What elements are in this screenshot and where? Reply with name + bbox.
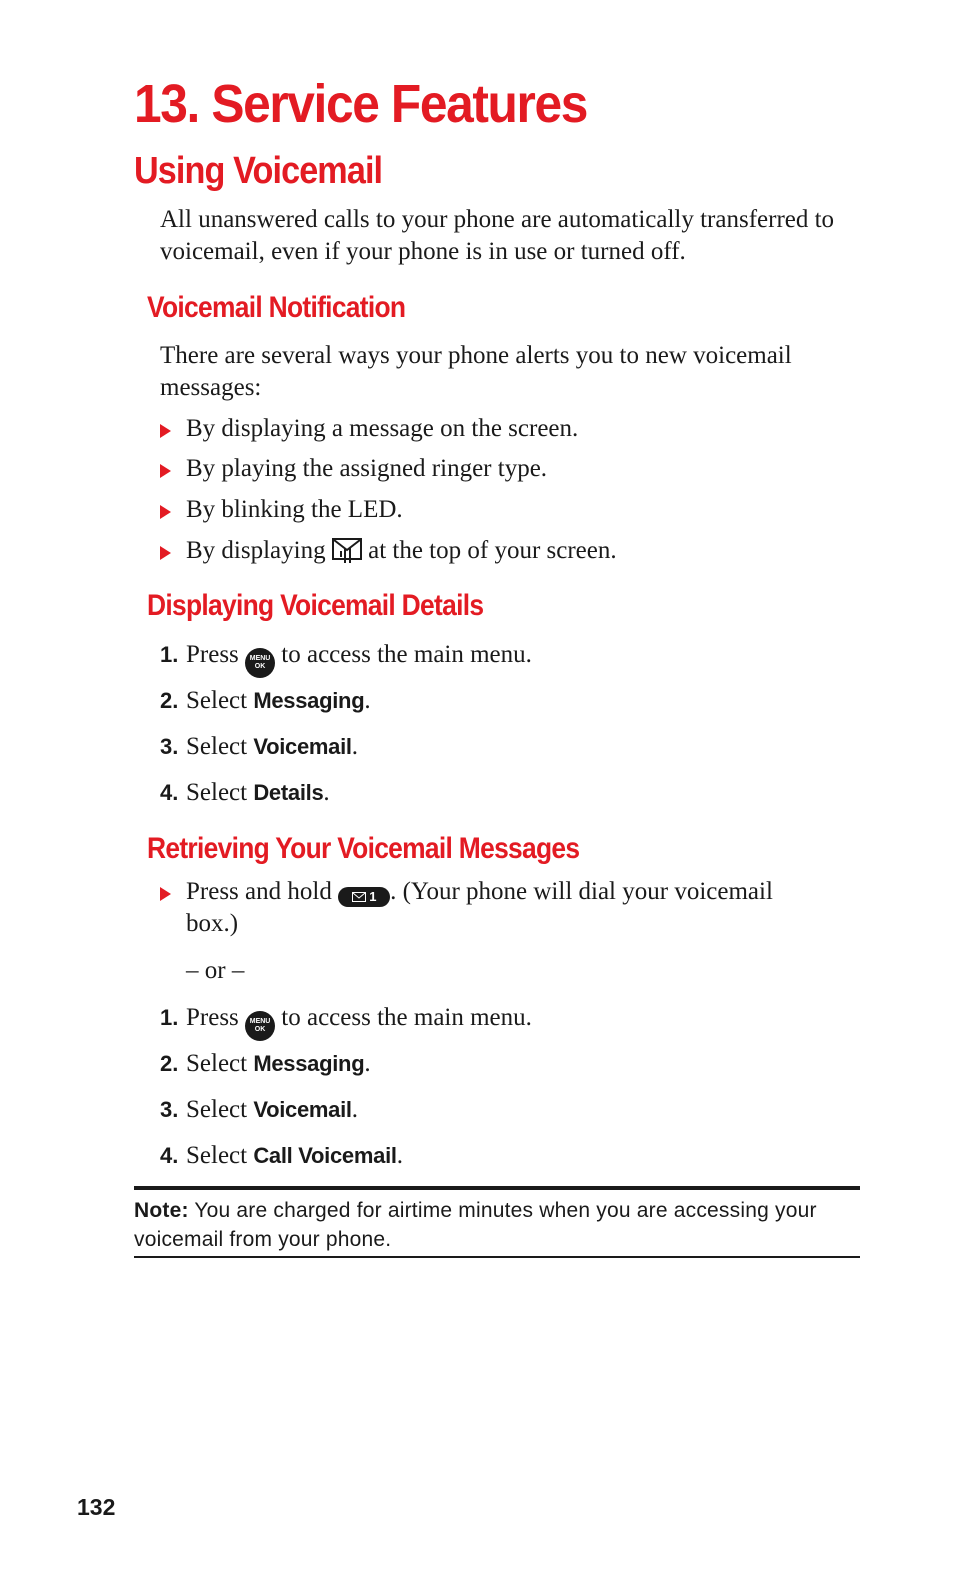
details-heading: Displaying Voicemail Details bbox=[147, 589, 484, 622]
bullet-arrow-icon bbox=[160, 424, 171, 438]
notification-heading: Voicemail Notification bbox=[147, 291, 406, 324]
step-text: Select Messaging. bbox=[186, 1050, 371, 1077]
bullet-arrow-icon bbox=[160, 546, 171, 560]
note-text bbox=[134, 1196, 860, 1254]
bullet-text: By blinking the LED. bbox=[186, 496, 403, 523]
voicemail-icon bbox=[332, 537, 362, 574]
bullet-text: By displaying a message on the screen. bbox=[186, 415, 579, 442]
step-number: 3. bbox=[160, 1097, 179, 1122]
step-text: Select Call Voicemail. bbox=[186, 1142, 403, 1169]
step-number: 3. bbox=[160, 734, 179, 759]
step-text: Select Messaging. bbox=[186, 687, 371, 714]
bullet-arrow-icon bbox=[160, 505, 171, 519]
step-text: Select Voicemail. bbox=[186, 1096, 358, 1123]
step-number: 1. bbox=[160, 1005, 179, 1030]
note-body: You are charged for airtime minutes when you are accessing your voicemail from your phone. bbox=[134, 1199, 817, 1251]
notification-intro: There are several ways your phone alerts you to new voicemail messages: bbox=[160, 342, 792, 401]
voicemail-key-icon: 1 bbox=[338, 887, 390, 907]
step-number: 4. bbox=[160, 1143, 179, 1168]
or-separator: – or – bbox=[186, 957, 245, 984]
step-number: 4. bbox=[160, 780, 179, 805]
bullet-text: By displaying at the top of your screen. bbox=[186, 535, 866, 574]
step-number: 2. bbox=[160, 1051, 179, 1076]
bullet-arrow-icon bbox=[160, 464, 171, 478]
step-text: Press MENU OK to access the main menu. bbox=[186, 639, 532, 678]
step-text: Select Voicemail. bbox=[186, 733, 358, 760]
step-text: Select Details. bbox=[186, 779, 330, 806]
bullet-arrow-icon bbox=[160, 887, 171, 901]
step-number: 1. bbox=[160, 642, 179, 667]
envelope-icon bbox=[352, 892, 366, 902]
menu-ok-key-icon: MENU OK bbox=[245, 648, 275, 678]
section-title: Using Voicemail bbox=[134, 150, 383, 192]
page-number: 132 bbox=[77, 1494, 116, 1520]
menu-ok-key-icon: MENU OK bbox=[245, 1011, 275, 1041]
note-label: Note: bbox=[134, 1199, 189, 1222]
step-text: Press MENU OK to access the main menu. bbox=[186, 1002, 532, 1041]
chapter-title: 13. Service Features bbox=[134, 74, 587, 134]
retrieving-heading: Retrieving Your Voicemail Messages bbox=[147, 832, 580, 865]
section-intro: All unanswered calls to your phone are automatically transferred to voicemail, even if your phone is in use or turned off. bbox=[160, 206, 835, 265]
bullet-text: Press and hold 1 . (Your phone will dial your voicemail box.) bbox=[186, 878, 773, 937]
note-box bbox=[134, 1186, 860, 1258]
step-number: 2. bbox=[160, 688, 179, 713]
bullet-text: By playing the assigned ringer type. bbox=[186, 455, 548, 482]
